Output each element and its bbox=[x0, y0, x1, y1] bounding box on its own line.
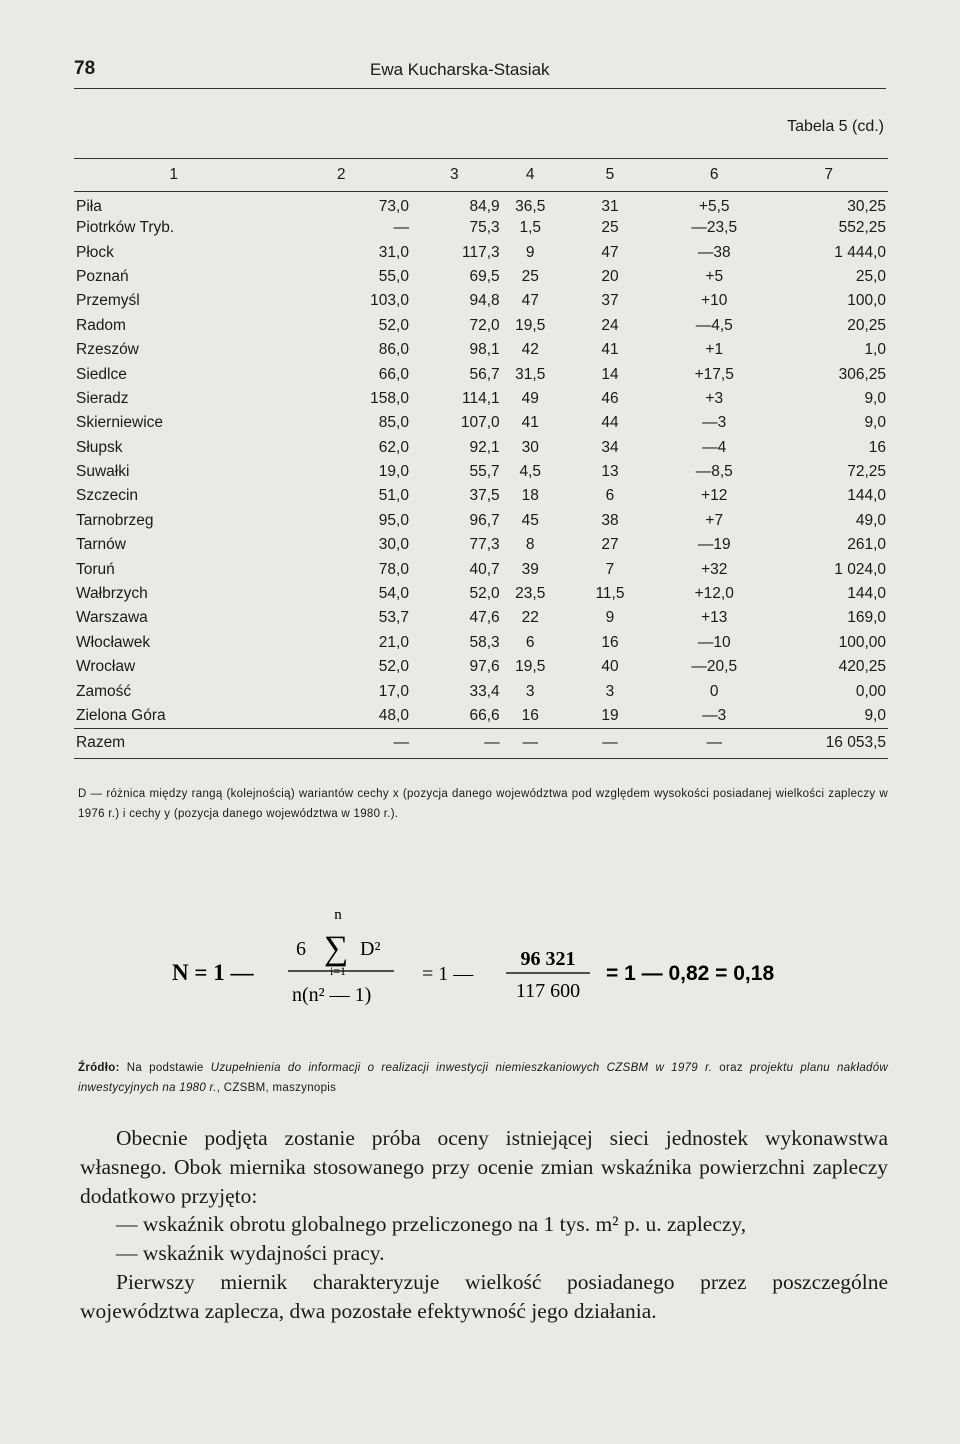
sum-lower: i=1 bbox=[329, 964, 347, 978]
table-cell: +3 bbox=[705, 389, 724, 407]
table-cell: 85,0 bbox=[378, 414, 409, 432]
table-cell: 16 bbox=[601, 633, 619, 651]
table-row bbox=[74, 411, 888, 435]
table-row bbox=[74, 362, 888, 386]
table-caption: Tabela 5 (cd.) bbox=[787, 118, 884, 135]
voivodeship-name: Sieradz bbox=[76, 389, 129, 407]
voivodeship-name: Suwałki bbox=[76, 463, 130, 481]
table-cell: 25 bbox=[521, 267, 539, 285]
table-cell: 58,3 bbox=[469, 633, 500, 651]
spearman-formula bbox=[170, 895, 850, 1025]
table-cell: —20,5 bbox=[691, 658, 738, 676]
table-row bbox=[74, 314, 888, 338]
table-cell: 20 bbox=[601, 267, 619, 285]
table-row bbox=[74, 216, 888, 240]
table-row bbox=[74, 436, 888, 460]
table-cell: 84,9 bbox=[469, 198, 500, 215]
table-cell: —4 bbox=[702, 438, 727, 456]
table-cell: —4,5 bbox=[695, 316, 733, 334]
table-cell: 55,7 bbox=[469, 463, 500, 481]
table-cell: 3 bbox=[605, 682, 615, 700]
formula-lhs: N = 1 — bbox=[172, 960, 254, 985]
header-rule bbox=[74, 88, 886, 89]
table-cell: 53,7 bbox=[378, 609, 409, 627]
source-lead: Na podstawie bbox=[126, 1062, 204, 1074]
table-cell: +1 bbox=[705, 341, 724, 359]
table-cell: 144,0 bbox=[847, 487, 886, 505]
sum-term: D² bbox=[360, 938, 381, 960]
table-row bbox=[74, 338, 888, 362]
table-cell: 552,25 bbox=[838, 219, 886, 237]
table-cell: 13 bbox=[601, 463, 619, 481]
table-cell: 0,00 bbox=[855, 682, 886, 700]
table-row bbox=[74, 289, 888, 313]
body-text bbox=[80, 1124, 888, 1326]
table-cell: 56,7 bbox=[469, 365, 500, 383]
table-cell: 9 bbox=[525, 243, 535, 261]
table-cell: 34 bbox=[601, 438, 619, 456]
voivodeship-name: Płock bbox=[76, 243, 114, 261]
table-cell: 11,5 bbox=[595, 585, 625, 603]
table-row bbox=[74, 606, 888, 630]
table-cell: 420,25 bbox=[838, 658, 886, 676]
sum-sign-icon: ∑ bbox=[324, 930, 349, 967]
table-cell: 52,0 bbox=[378, 316, 409, 334]
table-cell: 9,0 bbox=[864, 414, 886, 432]
body-paragraph-2: Pierwszy miernik charakteryzuje wielkość posiadanego przez poszczególne województwa zaplecza, dwa pozostałe efektywność jego działania. bbox=[80, 1269, 888, 1323]
column-header-1: 1 bbox=[169, 166, 179, 183]
body-list-item-2: — wskaźnik wydajności pracy. bbox=[116, 1241, 385, 1266]
table-cell: —3 bbox=[702, 706, 727, 724]
table-cell: 117,3 bbox=[462, 243, 500, 261]
table-cell: 40,7 bbox=[469, 560, 500, 578]
voivodeship-name: Szczecin bbox=[76, 487, 139, 505]
voivodeship-name: Zamość bbox=[76, 682, 132, 700]
voivodeship-name: Włocławek bbox=[76, 633, 151, 651]
table-cell: +12 bbox=[701, 487, 728, 505]
voivodeship-name: Słupsk bbox=[76, 438, 123, 456]
table-cell: 114,1 bbox=[462, 389, 500, 407]
table-cell: +7 bbox=[705, 511, 724, 529]
table-cell: 47,6 bbox=[469, 609, 500, 627]
table-cell: 46 bbox=[601, 389, 619, 407]
table-row bbox=[74, 484, 888, 508]
table-cell: —3 bbox=[702, 414, 727, 432]
table-cell: 19,0 bbox=[378, 463, 409, 481]
table-cell: 72,0 bbox=[469, 316, 500, 334]
table-cell: —23,5 bbox=[691, 219, 738, 237]
table-cell: 7 bbox=[605, 560, 615, 578]
table-cell: 77,3 bbox=[469, 536, 500, 554]
total-cell: — bbox=[602, 734, 618, 752]
table-cell: 52,0 bbox=[469, 585, 500, 603]
table-cell: 21,0 bbox=[378, 633, 409, 651]
table-cell: 31,5 bbox=[515, 365, 546, 383]
table-cell: 37 bbox=[601, 292, 619, 310]
running-author: Ewa Kucharska-Stasiak bbox=[370, 60, 550, 79]
table-cell: 158,0 bbox=[370, 389, 409, 407]
body-paragraph-1: Obecnie podjęta zostanie próba oceny istniejącej sieci jednostek wykonawstwa własnego. Obok miernika stosowanego przy ocenie zmian wskaźnika powierzchni zapleczy dodatkowo przyjęto: bbox=[80, 1126, 888, 1208]
table-cell: 54,0 bbox=[378, 585, 409, 603]
voivodeship-name: Tarnobrzeg bbox=[76, 511, 154, 529]
voivodeship-name: Wałbrzych bbox=[76, 585, 148, 603]
table-cell: 31 bbox=[601, 198, 619, 215]
table-cell: 100,00 bbox=[838, 633, 886, 651]
table-cell: 95,0 bbox=[378, 511, 409, 529]
table-cell: +10 bbox=[701, 292, 728, 310]
table-row bbox=[74, 460, 888, 484]
source-title-2: projektu planu nakładów inwestycyjnych na 1980 r. bbox=[78, 1062, 889, 1094]
table-cell: —38 bbox=[697, 243, 731, 261]
table-row bbox=[74, 655, 888, 679]
table-cell: 6 bbox=[525, 633, 535, 651]
table-cell: 169,0 bbox=[847, 609, 886, 627]
table-cell: 25 bbox=[601, 219, 619, 237]
voivodeship-name: Zielona Góra bbox=[76, 706, 166, 724]
ranking-table bbox=[74, 158, 888, 759]
table-row bbox=[74, 509, 888, 533]
table-cell: +17,5 bbox=[694, 365, 734, 383]
sum-upper: n bbox=[334, 907, 342, 923]
column-header-5: 5 bbox=[605, 166, 615, 183]
table-cell: 38 bbox=[601, 511, 619, 529]
table-cell: 9 bbox=[605, 609, 615, 627]
table-cell: 22 bbox=[521, 609, 539, 627]
table-cell: 92,1 bbox=[469, 438, 500, 456]
table-cell: 25,0 bbox=[855, 267, 886, 285]
voivodeship-name: Warszawa bbox=[76, 609, 148, 627]
table-cell: 30 bbox=[521, 438, 539, 456]
table-cell: 306,25 bbox=[838, 365, 886, 383]
table-cell: —8,5 bbox=[695, 463, 733, 481]
column-header-2: 2 bbox=[336, 166, 346, 183]
table-cell: +12,0 bbox=[694, 585, 734, 603]
table-cell: — bbox=[393, 219, 409, 237]
table-cell: 27 bbox=[601, 536, 619, 554]
voivodeship-name: Siedlce bbox=[76, 365, 127, 383]
total-cell: — bbox=[522, 734, 538, 752]
footnote-d: D — różnica między rangą (kolejnością) wariantów cechy x (pozycja danego województwa pod względem wysokości posiadanej wielkości zapleczy w 1976 r.) i cechy y (pozycja danego województwa w 1980 r.). bbox=[78, 788, 888, 820]
table-cell: 51,0 bbox=[378, 487, 409, 505]
table-cell: 8 bbox=[525, 536, 535, 554]
table-body bbox=[74, 192, 888, 759]
table-cell: 98,1 bbox=[469, 341, 500, 359]
table-cell: 40 bbox=[601, 658, 619, 676]
table-cell: 96,7 bbox=[469, 511, 500, 529]
table-cell: 16 bbox=[521, 706, 539, 724]
voivodeship-name: Poznań bbox=[76, 267, 129, 285]
table-cell: 23,5 bbox=[515, 585, 546, 603]
table-cell: —10 bbox=[697, 633, 731, 651]
table-row bbox=[74, 192, 888, 217]
table-cell: 1 024,0 bbox=[834, 560, 886, 578]
source-connector: oraz bbox=[719, 1062, 743, 1074]
table-cell: 47 bbox=[601, 243, 619, 261]
table-row bbox=[74, 387, 888, 411]
table-cell: 49 bbox=[521, 389, 539, 407]
table-cell: +32 bbox=[701, 560, 728, 578]
voivodeship-name: Tarnów bbox=[76, 536, 126, 554]
formula-denominator: n(n² — 1) bbox=[292, 984, 372, 1006]
total-cell: 16 053,5 bbox=[825, 734, 886, 752]
total-cell: — bbox=[393, 734, 409, 752]
voivodeship-name: Piotrków Tryb. bbox=[76, 219, 175, 237]
table-cell: 19,5 bbox=[515, 658, 546, 676]
table-cell: 16 bbox=[868, 438, 886, 456]
table-cell: 144,0 bbox=[847, 585, 886, 603]
table-cell: 261,0 bbox=[847, 536, 886, 554]
table-cell: 75,3 bbox=[469, 219, 500, 237]
table-cell: 41 bbox=[521, 414, 539, 432]
formula-coef: 6 bbox=[296, 938, 306, 960]
table-cell: +13 bbox=[701, 609, 728, 627]
total-cell: — bbox=[706, 734, 722, 752]
table-cell: 9,0 bbox=[864, 389, 886, 407]
table-cell: 37,5 bbox=[469, 487, 500, 505]
table-cell: 24 bbox=[601, 316, 619, 334]
voivodeship-name: Wrocław bbox=[76, 658, 136, 676]
table-cell: 94,8 bbox=[469, 292, 500, 310]
table-row bbox=[74, 265, 888, 289]
table-cell: 31,0 bbox=[378, 243, 409, 261]
table-cell: 4,5 bbox=[519, 463, 542, 481]
table-cell: 18 bbox=[521, 487, 539, 505]
table-cell: 49,0 bbox=[855, 511, 886, 529]
header-row bbox=[74, 159, 888, 192]
table-row bbox=[74, 582, 888, 606]
table-cell: 1,5 bbox=[519, 219, 542, 237]
table-cell: 73,0 bbox=[378, 198, 409, 215]
voivodeship-name: Rzeszów bbox=[76, 341, 139, 359]
table-cell: 39 bbox=[521, 560, 539, 578]
fraction-denominator: 117 600 bbox=[515, 980, 581, 1002]
table-cell: +5 bbox=[705, 267, 724, 285]
table-cell: 72,25 bbox=[847, 463, 886, 481]
table-cell: 48,0 bbox=[378, 706, 409, 724]
table-cell: 42 bbox=[521, 341, 539, 359]
source-label: Źródło: bbox=[78, 1062, 120, 1074]
column-header-3: 3 bbox=[449, 166, 459, 183]
table-cell: 1 444,0 bbox=[834, 243, 886, 261]
table-cell: 1,0 bbox=[864, 341, 886, 359]
source-title-1: Uzupełnienia do informacji o realizacji inwestycji niemieszkaniowych CZSBM w 1979 r. bbox=[210, 1062, 713, 1074]
formula-mid: = 1 — bbox=[422, 963, 474, 985]
table-cell: 17,0 bbox=[378, 682, 409, 700]
voivodeship-name: Radom bbox=[76, 316, 126, 334]
total-label: Razem bbox=[76, 734, 126, 752]
table-cell: 14 bbox=[601, 365, 619, 383]
table-cell: 66,0 bbox=[378, 365, 409, 383]
page-number: 78 bbox=[74, 58, 96, 79]
table-cell: 0 bbox=[709, 682, 719, 700]
table-row bbox=[74, 557, 888, 581]
table-cell: +5,5 bbox=[698, 198, 730, 215]
fraction-numerator: 96 321 bbox=[520, 948, 576, 970]
column-header-7: 7 bbox=[824, 166, 834, 183]
formula-result: = 1 — 0,82 = 0,18 bbox=[606, 962, 775, 985]
table-cell: 9,0 bbox=[864, 706, 886, 724]
total-cell: — bbox=[484, 734, 500, 752]
table-cell: 69,5 bbox=[469, 267, 500, 285]
table-row bbox=[74, 533, 888, 557]
table-cell: 78,0 bbox=[378, 560, 409, 578]
table-cell: 3 bbox=[525, 682, 535, 700]
table-cell: 107,0 bbox=[460, 414, 500, 432]
table-cell: 33,4 bbox=[469, 682, 500, 700]
table-cell: 45 bbox=[521, 511, 539, 529]
voivodeship-name: Piła bbox=[76, 198, 102, 215]
voivodeship-name: Toruń bbox=[76, 560, 115, 578]
table-cell: 100,0 bbox=[847, 292, 886, 310]
table-row bbox=[74, 704, 888, 728]
table-cell: 97,6 bbox=[469, 658, 500, 676]
table-cell: 19,5 bbox=[515, 316, 546, 334]
table-cell: 36,5 bbox=[515, 198, 546, 215]
table-cell: 86,0 bbox=[378, 341, 409, 359]
table-cell: 47 bbox=[521, 292, 539, 310]
table-cell: 41 bbox=[601, 341, 619, 359]
table-row bbox=[74, 240, 888, 264]
table-row bbox=[74, 679, 888, 703]
table-cell: 62,0 bbox=[378, 438, 409, 456]
table-cell: 66,6 bbox=[469, 706, 500, 724]
table-cell: 44 bbox=[601, 414, 619, 432]
column-header-4: 4 bbox=[525, 166, 535, 183]
table-cell: —19 bbox=[697, 536, 731, 554]
table-cell: 19 bbox=[601, 706, 619, 724]
body-list-item-1: — wskaźnik obrotu globalnego przeliczonego na 1 tys. m² p. u. zapleczy, bbox=[116, 1212, 747, 1237]
table-row bbox=[74, 631, 888, 655]
column-header-6: 6 bbox=[709, 166, 719, 183]
running-head bbox=[74, 58, 886, 86]
table-cell: 6 bbox=[605, 487, 615, 505]
total-row bbox=[74, 728, 888, 758]
table-cell: 52,0 bbox=[378, 658, 409, 676]
table-cell: 103,0 bbox=[370, 292, 409, 310]
table-cell: 30,25 bbox=[847, 198, 886, 215]
table-header bbox=[74, 159, 888, 192]
source-tail: , CZSBM, maszynopis bbox=[216, 1082, 337, 1094]
voivodeship-name: Skierniewice bbox=[76, 414, 164, 432]
table-cell: 55,0 bbox=[378, 267, 409, 285]
voivodeship-name: Przemyśl bbox=[76, 292, 140, 310]
table-cell: 30,0 bbox=[378, 536, 409, 554]
table-cell: 20,25 bbox=[847, 316, 886, 334]
source-note bbox=[78, 1058, 888, 1098]
